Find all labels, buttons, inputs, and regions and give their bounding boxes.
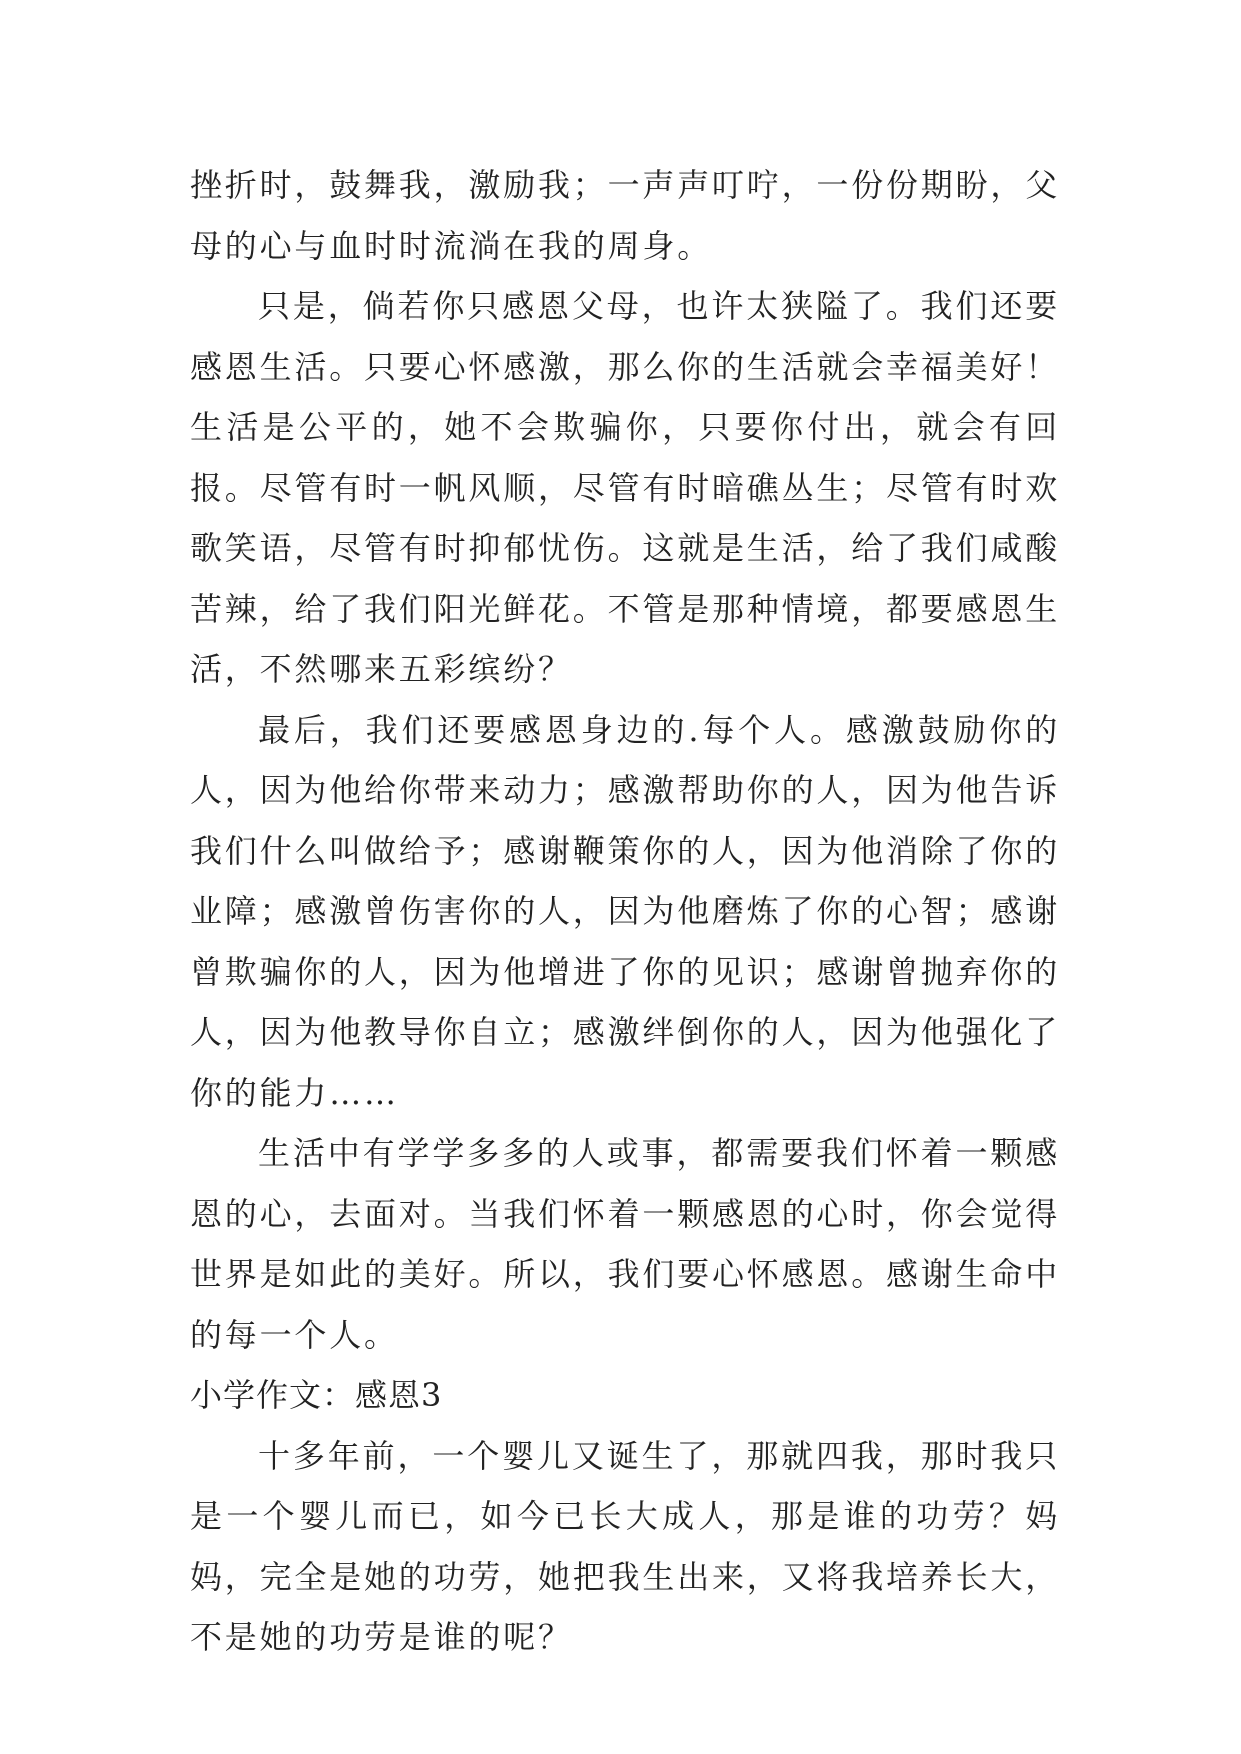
paragraph: 十多年前，一个婴儿又诞生了，那就四我，那时我只是一个婴儿而已，如今已长大成人，那是谁的功劳？妈妈，完全是她的功劳，她把我生出来，又将我培养长大，不是她的功劳是谁的呢？: [190, 1436, 1061, 1656]
paragraph: 只是，倘若你只感恩父母，也许太狭隘了。我们还要感恩生活。只要心怀感激，那么你的生活就会幸福美好！生活是公平的，她不会欺骗你，只要你付出，就会有回报。尽管有时一帆风顺，尽管有时暗礁丛生；尽管有时欢歌笑语，尽管有时抑郁忧伤。这就是生活，给了我们咸酸苦辣，给了我们阳光鲜花。不管是那种情境，都要感恩生活，不然哪来五彩缤纷？: [190, 287, 1061, 688]
paragraph: 挫折时，鼓舞我，激励我；一声声叮咛，一份份期盼，父母的心与血时时流淌在我的周身。: [190, 166, 1061, 265]
paragraph: 生活中有学学多多的人或事，都需要我们怀着一颗感恩的心，去面对。当我们怀着一颗感恩的心时，你会觉得世界是如此的美好。所以，我们要心怀感恩。感谢生命中的每一个人。: [190, 1134, 1061, 1354]
section-title: 小学作文：感恩3: [190, 1376, 443, 1414]
document-body: [190, 155, 1060, 1668]
paragraph: 最后，我们还要感恩身边的.每个人。感激鼓励你的人，因为他给你带来动力；感激帮助你的人，因为他告诉我们什么叫做给予；感谢鞭策你的人，因为他消除了你的业障；感激曾伤害你的人，因为他磨炼了你的心智；感谢曾欺骗你的人，因为他增进了你的见识；感谢曾抛弃你的人，因为他教导你自立；感激绊倒你的人，因为他强化了你的能力……: [190, 710, 1061, 1112]
